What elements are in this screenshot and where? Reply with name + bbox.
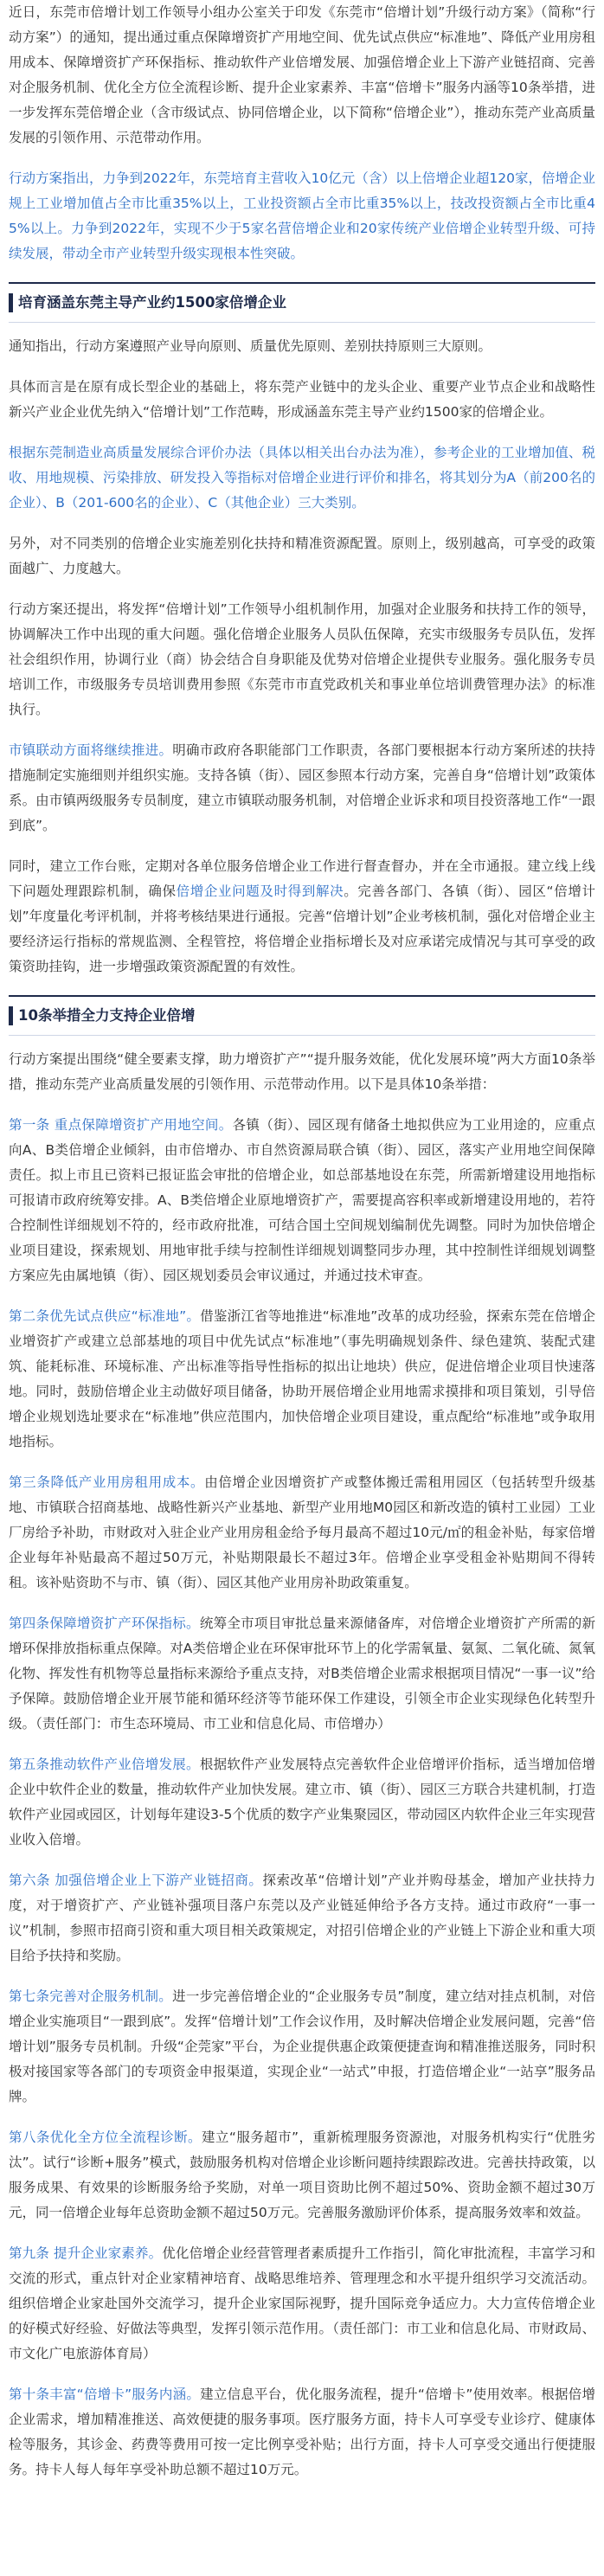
measure-item [9, 1752, 595, 1853]
section2-intro: 行动方案提出围绕“健全要素支撑，助力增资扩产”“提升服务效能，优化发展环境”两大方面10条举措，推动东莞产业高质量发展的引领作用、示范带动作用。以下是具体10条举措： [9, 1051, 595, 1092]
measure-item [9, 1304, 595, 1455]
measure-body: 统筹全市项目审批总量来源储备库，对倍增企业增资扩产所需的新增环保排放指标重点保障。对A类倍增企业在环保审批环节上的化学需氧量、氨氮、二氧化硫、氮氧化物、挥发性有机物等总量指标来源给予重点支持，对B类倍增企业需求根据项目情况“一事一议”给予保障。鼓励倍增企业开展节能和循环经济等节能环保工作建设，引领全市企业实现绿色化转型升级。（责任部门：市生态环境局、市工业和信息化局、市倍增办） [9, 1616, 595, 1731]
section-header-1 [9, 282, 595, 323]
measure-title: 第五条推动软件产业倍增发展。 [9, 1757, 200, 1772]
section1-paragraph-7-link: 倍增企业问题及时得到解决 [176, 883, 344, 899]
measure-title: 第七条完善对企服务机制。 [9, 1988, 173, 2004]
measure-item [9, 1611, 595, 1737]
measure-title: 第二条优先试点供应“标准地”。 [9, 1308, 201, 1324]
measures-list [9, 1113, 595, 2483]
measure-body: 由倍增企业因增资扩产或整体搬迁需租用园区（包括转型升级基地、市镇联合招商基地、战略性新兴产业基地、新型产业用地M0园区和新改造的镇村工业园）工业厂房给予补助，市财政对入驻企业产业用房租金给予每月最高不超过10元/㎡的租金补贴，每家倍增企业每年补贴最高不超过50万元，补贴期限最长不超过3年。倍增企业享受租金补贴期间不得转租。该补贴资助不与市、镇（街）、园区其他产业用房补助政策重复。 [9, 1474, 595, 1590]
section1-paragraph-1: 通知指出，行动方案遵照产业导向原则、质量优先原则、差别扶持原则三大原则。 [9, 338, 492, 354]
measure-body: 进一步完善倍增企业的“企业服务专员”制度，建立结对挂点机制，对倍增企业实施项目“一跟到底”。发挥“倍增计划”工作会议作用，及时解决倍增企业发展问题，完善“倍增计划”服务专员机制。升级“企莞家”平台，为企业提供惠企政策便捷查询和精准推送服务，同时积极对接国家等各部门的专项资金申报渠道，实现企业“一站式”申报，打造倍增企业“一站享”服务品牌。 [9, 1988, 595, 2104]
measure-title: 第十条丰富“倍增卡”服务内涵。 [9, 2386, 201, 2402]
measure-body: 建立“服务超市”，重新梳理服务资源池，对服务机构实行“优胜劣汰”。试行“诊断+服务”模式，鼓励服务机构对倍增企业诊断问题持续跟踪改进。完善扶持政策，以服务成果、有效果的诊断服务给予奖励，对单一项目资助比例不超过50%、资助金额不超过30万元，同一倍增企业每年总资助金额不超过50万元。完善服务激励评价体系，提高服务效率和效益。 [9, 2130, 595, 2220]
measure-item [9, 2241, 595, 2367]
section-header-2 [9, 995, 595, 1036]
measure-title: 第六条 加强倍增企业上下游产业链招商。 [9, 1873, 263, 1888]
measure-title: 第八条优化全方位全流程诊断。 [9, 2130, 202, 2145]
measure-body: 优化倍增企业经营管理者素质提升工作指引，简化审批流程，丰富学习和交流的形式，重点针对企业家精神培育、战略思维培养、管理理念和水平提升组织学习交流活动。组织倍增企业家赴国外交流学习，提升企业家国际视野，提升国际竞争适应力。大力宣传倍增企业的好模式好经验、好做法等典型，发挥引领示范作用。（责任部门：市工业和信息化局、市财政局、市文化广电旅游体育局） [9, 2245, 595, 2361]
section1-paragraph-3: 根据东莞制造业高质量发展综合评价办法（具体以相关出台办法为准），参考企业的工业增加值、税收、用地规模、污染排放、研发投入等指标对倍增企业进行评价和排名，将其划分为A（前200名的企业）、B（201-600名的企业）、C（其他企业）三大类别。 [9, 445, 595, 511]
section-title-2: 10条举措全力支持企业倍增 [18, 1007, 196, 1024]
intro-paragraph-2: 行动方案指出，力争到2022年，东莞培育主营收入10亿元（含）以上倍增企业超120家，倍增企业规上工业增加值占全市比重35%以上，工业投资额占全市比重35%以上，技改投资额占全市比重45%以上。力争到2022年，实现不少于5家名营倍增企业和20家传统产业倍增企业转型升级、可持续发展，带动全市产业转型升级实现根本性突破。 [9, 170, 595, 261]
measure-body: 借鉴浙江省等地推进“标准地”改革的成功经验，探索东莞在倍增企业增资扩产或建立总部基地的项目中优先试点“标准地”（事先明确规划条件、绿色建筑、装配式建筑、能耗标准、环境标准、产出标准等指导性指标的拟出让地块）供应，促进倍增企业项目快速落地。同时，鼓励倍增企业主动做好项目储备，协助开展倍增企业用地需求摸排和项目策划，引导倍增企业规划选址要求在“标准地”供应范围内，加快倍增企业项目建设，重点配给“标准地”或争取用地指标。 [9, 1308, 596, 1449]
section1-paragraph-5: 行动方案还提出，将发挥“倍增计划”工作领导小组机制作用，加强对企业服务和扶持工作的领导，协调解决工作中出现的重大问题。强化倍增企业服务人员队伍保障，充实市级服务专员队伍，发挥社会组织作用，协调行业（商）协会结合自身职能及优势对倍增企业提供专业服务。强化服务专员培训工作，市级服务专员培训费用参照《东莞市市直党政机关和事业单位培训费管理办法》的标准执行。 [9, 601, 595, 717]
measure-body: 根据软件产业发展特点完善软件企业倍增评价指标，适当增加倍增企业中软件企业的数量，推动软件产业加快发展。建立市、镇（街）、园区三方联合共建机制，打造软件产业园或园区，计划每年建设3-5个优质的数字产业集聚园区，带动园区内软件企业三年实现营业收入倍增。 [9, 1757, 595, 1847]
measure-body: 建立信息平台，优化服务流程，提升“倍增卡”使用效率。根据倍增企业需求，增加精准推送、高效便捷的服务事项。医疗服务方面，持卡人可享受专业诊疗、健康体检等服务，其诊金、药费等费用可按一定比例享受补贴；出行方面，持卡人可享受交通出行便捷服务。持卡人每人每年享受补助总额不超过10万元。 [9, 2386, 596, 2477]
section1-paragraph-7-a: 同时，建立工作台账，定期对各单位服务倍增企业工作进行督查督办，并在全市通报。建立线上线下问题处理跟踪机制，确保 [9, 858, 595, 899]
section1-paragraph-4: 另外，对不同类别的倍增企业实施差别化扶持和精准资源配置。原则上，级别越高，可享受的政策面越广、力度越大。 [9, 536, 595, 576]
section1-paragraph-6-lead: 市镇联动方面将继续推进。 [9, 742, 173, 758]
measure-item [9, 1868, 595, 1969]
section1-paragraph-2: 具体而言是在原有成长型企业的基础上，将东莞产业链中的龙头企业、重要产业节点企业和战略性新兴产业企业优先纳入“倍增计划”工作范畴，形成涵盖东莞主导产业约1500家的倍增企业。 [9, 379, 595, 420]
section-marker-bar [9, 293, 13, 312]
section1-paragraph-7 [9, 854, 595, 980]
measure-body: 探索改革“倍增计划”产业并购母基金，增加产业扶持力度，对于增资扩产、产业链补强项目落户东莞以及产业链延伸给予各方支持。通过市政府“一事一议”机制，参照市招商引资和重大项目相关政策规定，对招引倍增企业的产业链上下游企业和重大项目给予扶持和奖励。 [9, 1873, 595, 1963]
measure-item [9, 1984, 595, 2110]
section1-paragraph-6 [9, 738, 595, 838]
measure-title: 第九条 提升企业家素养。 [9, 2245, 163, 2261]
measure-title: 第一条 重点保障增资扩产用地空间。 [9, 1117, 233, 1133]
section-title-1: 培育涵盖东莞主导产业约1500家倍增企业 [18, 294, 286, 311]
measure-title: 第三条降低产业用房租用成本。 [9, 1474, 205, 1490]
measure-item [9, 1470, 595, 1596]
intro-paragraph-1: 近日，东莞市倍增计划工作领导小组办公室关于印发《东莞市“倍增计划”升级行动方案》（简称“行动方案”）的通知，提出通过重点保障增资扩产用地空间、优先试点供应“标准地”、降低产业用房租用成本、保障增资扩产环保指标、推动软件产业倍增发展、加强倍增企业上下游产业链招商、完善对企服务机制、优化全方位全流程诊断、提升企业家素养、丰富“倍增卡”服务内涵等10条举措，进一步发挥东莞倍增企业（含市级试点、协同倍增企业，以下简称“倍增企业”），推动东莞产业高质量发展的引领作用、示范带动作用。 [9, 4, 595, 145]
section-marker-bar [9, 1006, 13, 1025]
measure-body: 各镇（街）、园区现有储备土地拟供应为工业用途的，应重点向A、B类倍增企业倾斜，由市倍增办、市自然资源局联合镇（街）、园区，落实产业用地空间保障责任。拟上市且已资料已报证监会审批的倍增企业，如总部基地设在东莞，所需新增建设用地指标可报请市政府统筹安排。A、B类倍增企业原地增资扩产，需要提高容积率或新增建设用地的，若符合控制性详细规划不符的，经市政府批准，可结合国土空间规划编制优先调整。同时为加快倍增企业项目建设，探索规划、用地审批手续与控制性详细规划调整同步办理，其中控制性详细规划调整方案应先由属地镇（街）、园区规划委员会审议通过，并通过技术审查。 [9, 1117, 595, 1283]
measure-title: 第四条保障增资扩产环保指标。 [9, 1616, 200, 1631]
measure-item [9, 2125, 595, 2226]
section1-paragraph-6-rest: 明确市政府各职能部门工作职责，各部门要根据本行动方案所述的扶持措施制定实施细则并组织实施。支持各镇（街）、园区参照本行动方案，完善自身“倍增计划”政策体系。由市镇两级服务专员制度，建立市镇联动服务机制，对倍增企业诉求和项目投资落地工作“一跟到底”。 [9, 742, 595, 833]
measure-item [9, 2382, 595, 2483]
measure-item [9, 1113, 595, 1288]
section1-paragraph-7-b: 。完善各部门、各镇（街）、园区“倍增计划”年度量化考评机制，并将考核结果进行通报。完善“倍增计划”企业考核机制，强化对倍增企业主要经济运行指标的常规监测、全程管控，将倍增企业指标增长及对应承诺完成情况与其可享受的政策资助挂钩，进一步增强政策资源配置的有效性。 [9, 883, 595, 974]
